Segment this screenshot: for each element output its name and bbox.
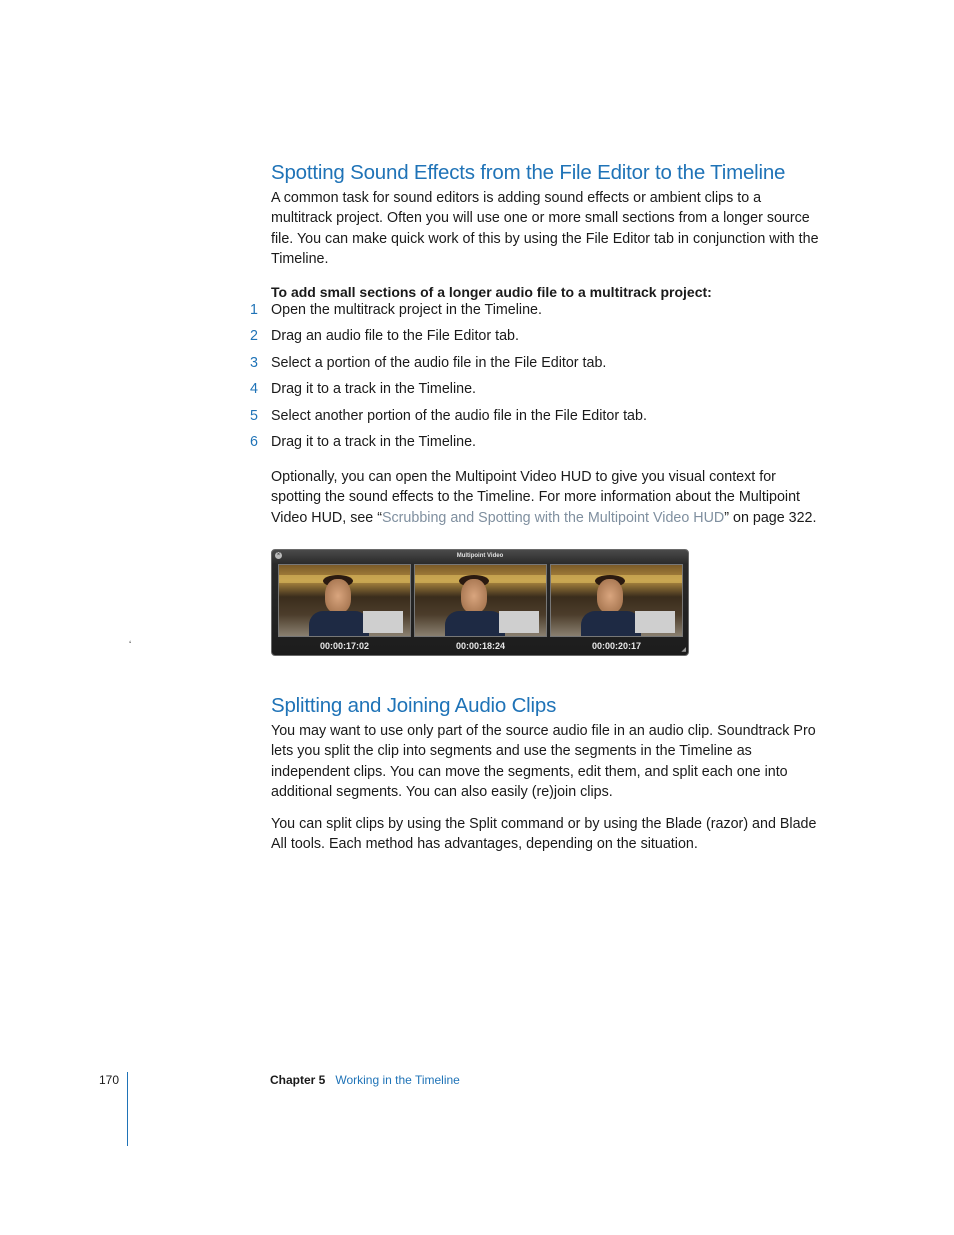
timecode-label: 00:00:17:02 (319, 641, 370, 651)
section-heading-splitting: Splitting and Joining Audio Clips (271, 694, 557, 717)
timecode-label: 00:00:18:24 (455, 641, 506, 651)
cross-reference-link[interactable]: Scrubbing and Spotting with the Multipoint Video HUD (381, 509, 725, 526)
step-number: 1 (250, 302, 258, 318)
chapter-title-link[interactable]: Working in the Timeline (335, 1073, 460, 1087)
stray-mark: ʻ (129, 640, 132, 651)
step-number: 5 (250, 408, 258, 424)
intro-paragraph: A common task for sound editors is adding sound effects or ambient clips to a multitrack project. Often you will use one or more small sections from a longer source file. You can make quick work of this by using the File Editor tab in conjunction with the Timeline. (271, 190, 819, 268)
step-text: Drag it to a track in the Timeline. (271, 434, 477, 450)
step-text: Drag it to a track in the Timeline. (271, 381, 477, 397)
video-frame (550, 564, 683, 637)
footer-rule (127, 1072, 128, 1146)
step-text: Drag an audio file to the File Editor tab. (271, 328, 519, 344)
page-number: 170 (99, 1073, 120, 1087)
step-number: 6 (250, 434, 258, 450)
close-icon[interactable]: × (276, 552, 281, 558)
resize-grip-icon[interactable]: ◢ (681, 647, 686, 653)
optional-text-post: ” on page 322. (724, 509, 817, 526)
step-item (250, 355, 606, 375)
step-item (250, 302, 542, 322)
footer-chapter (270, 1073, 460, 1087)
multipoint-video-hud (271, 549, 689, 656)
optional-text-pre: Optionally, you can open the Multipoint Video HUD to give you visual context for spotting the sound effects to the Timeline. For more information about the Multipoint Video HUD, see “ (271, 469, 801, 526)
hud-title: Multipoint Video (456, 553, 504, 559)
section-heading-spotting: Spotting Sound Effects from the File Editor to the Timeline (271, 161, 786, 184)
step-text: Select another portion of the audio file in the File Editor tab. (271, 408, 647, 424)
video-frame (414, 564, 547, 637)
step-number: 3 (250, 355, 258, 371)
step-item (250, 328, 519, 348)
step-item (250, 408, 647, 428)
step-text: Open the multitrack project in the Timeline. (271, 302, 542, 318)
splitting-paragraph-1: You may want to use only part of the source audio file in an audio clip. Soundtrack Pro lets you split the clip into segments and use the segments in the Timeline as independent clips. You can move the segments, edit them, and split each one into additional segments. You can also easily (re)join clips. (271, 723, 816, 801)
step-number: 2 (250, 328, 258, 344)
timecode-label: 00:00:20:17 (591, 641, 642, 651)
procedure-lead: To add small sections of a longer audio file to a multitrack project: (271, 284, 712, 300)
video-frame (278, 564, 411, 637)
step-item (250, 434, 476, 454)
step-number: 4 (250, 381, 258, 397)
step-text: Select a portion of the audio file in the File Editor tab. (271, 355, 607, 371)
optional-paragraph (271, 467, 823, 528)
step-item (250, 381, 476, 401)
chapter-label: Chapter 5 (270, 1073, 326, 1087)
splitting-paragraph-2: You can split clips by using the Split command or by using the Blade (razor) and Blade All tools. Each method has advantages, depending on the situation. (271, 816, 817, 853)
